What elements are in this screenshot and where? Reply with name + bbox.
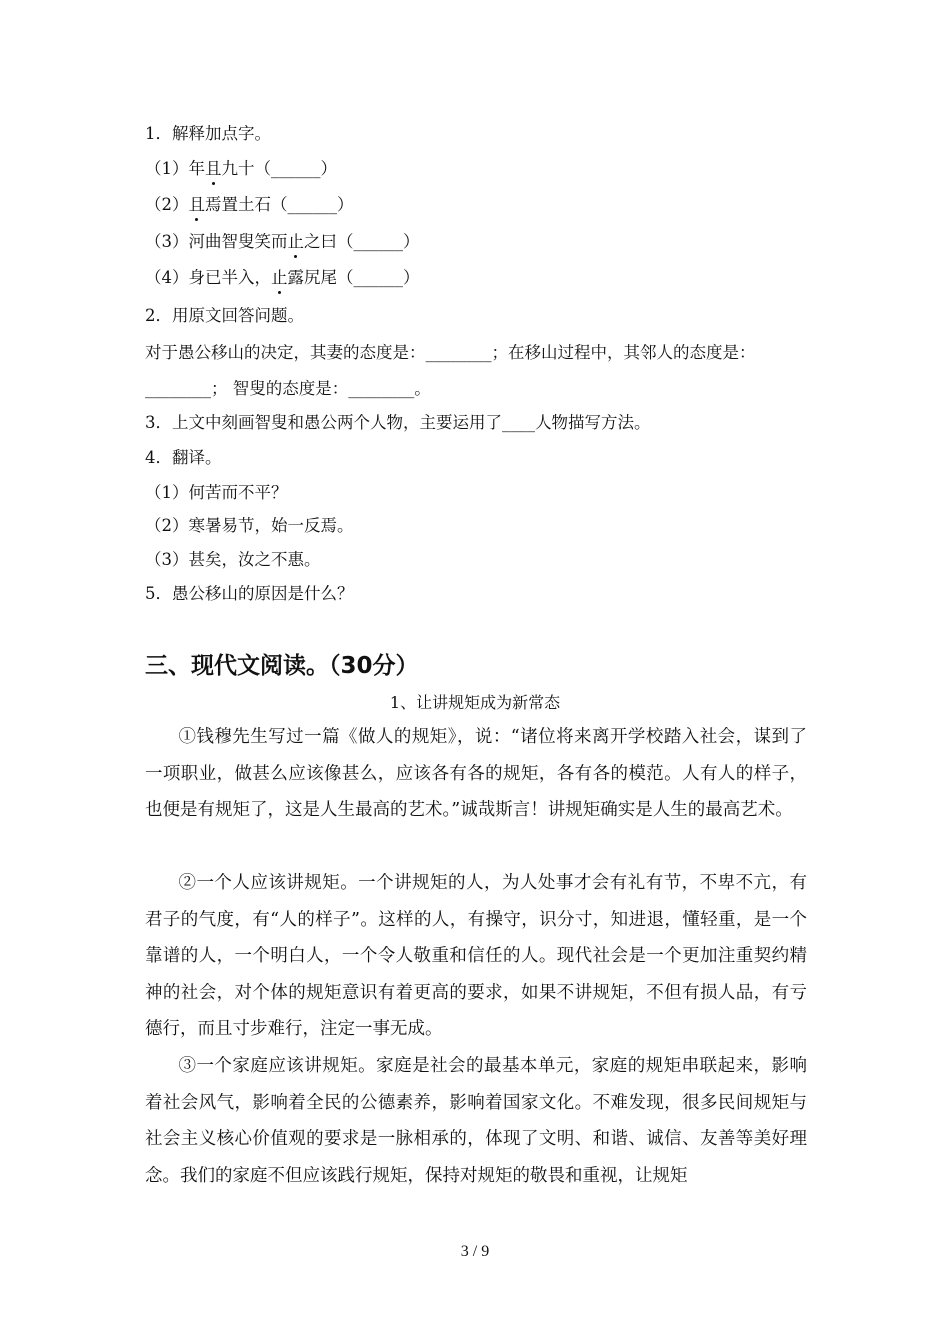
question-4-2: （2）寒暑易节，始一反焉。 <box>145 516 354 535</box>
article-paragraph-2: ②一个人应该讲规矩。一个讲规矩的人，为人处事才会有礼有节，不卑不亢，有君子的气度，有“人的样子”。这样的人，有操守，识分寸，知进退，懂轻重，是一个靠谱的人，一个明白人，一个令人敬重和信任的人。现代社会是一个更加注重契约精神的社会，对个体的规矩意识有着更高的要求，如果不讲规矩，不但有损人品，有亏德行，而且寸步难行，注定一事无成。 <box>145 873 807 1040</box>
article-title: 1、让讲规矩成为新常态 <box>389 693 561 712</box>
page-number: 3 / 9 <box>460 1243 490 1260</box>
article-paragraph-3: ③一个家庭应该讲规矩。家庭是社会的最基本单元，家庭的规矩串联起来，影响着社会风气，影响着全民的公德素养，影响着国家文化。不难发现，很多民间规矩与社会主义核心价值观的要求是一脉相承的，体现了文明、和谐、诚信、友善等美好理念。我们的家庭不但应该践行规矩，保持对规矩的敬畏和重视，让规矩 <box>145 1056 807 1186</box>
question-1-1: （1）年且九十（______） <box>145 159 337 178</box>
question-2-line-1: 对于愚公移山的决定，其妻的态度是：________；在移山过程中，其邻人的态度是： <box>145 343 756 362</box>
question-2-line-2: ________； 智叟的态度是：________。 <box>145 379 431 398</box>
dotted-char: 且 <box>188 195 205 214</box>
question-5: 5．愚公移山的原因是什么？ <box>145 584 354 603</box>
dotted-char: 止 <box>287 232 304 251</box>
dotted-char: 止 <box>271 268 288 287</box>
section-heading: 三、现代文阅读。（30分） <box>145 653 419 679</box>
question-1: 1．解释加点字。 <box>145 124 271 143</box>
dotted-char: 且 <box>205 159 222 178</box>
question-1-4: （4）身已半入，止露尻尾（______） <box>145 268 420 287</box>
question-1-3: （3）河曲智叟笑而止之曰（______） <box>145 232 420 251</box>
question-1-2: （2）且焉置土石（______） <box>145 195 354 214</box>
article-paragraph-1: ①钱穆先生写过一篇《做人的规矩》，说：“诸位将来离开学校踏入社会，谋到了一项职业，做甚么应该像甚么，应该各有各的规矩，各有各的模范。人有人的样子，也便是有规矩了，这是人生最高的艺术。”诚哉斯言！讲规矩确实是人生的最高艺术。 <box>145 727 807 821</box>
question-3: 3．上文中刻画智叟和愚公两个人物，主要运用了____人物描写方法。 <box>145 413 651 432</box>
question-4-3: （3）甚矣，汝之不惠。 <box>145 550 321 569</box>
question-4-1: （1）何苦而不平？ <box>145 483 288 502</box>
question-2: 2．用原文回答问题。 <box>145 306 304 325</box>
question-4: 4．翻译。 <box>145 448 222 467</box>
